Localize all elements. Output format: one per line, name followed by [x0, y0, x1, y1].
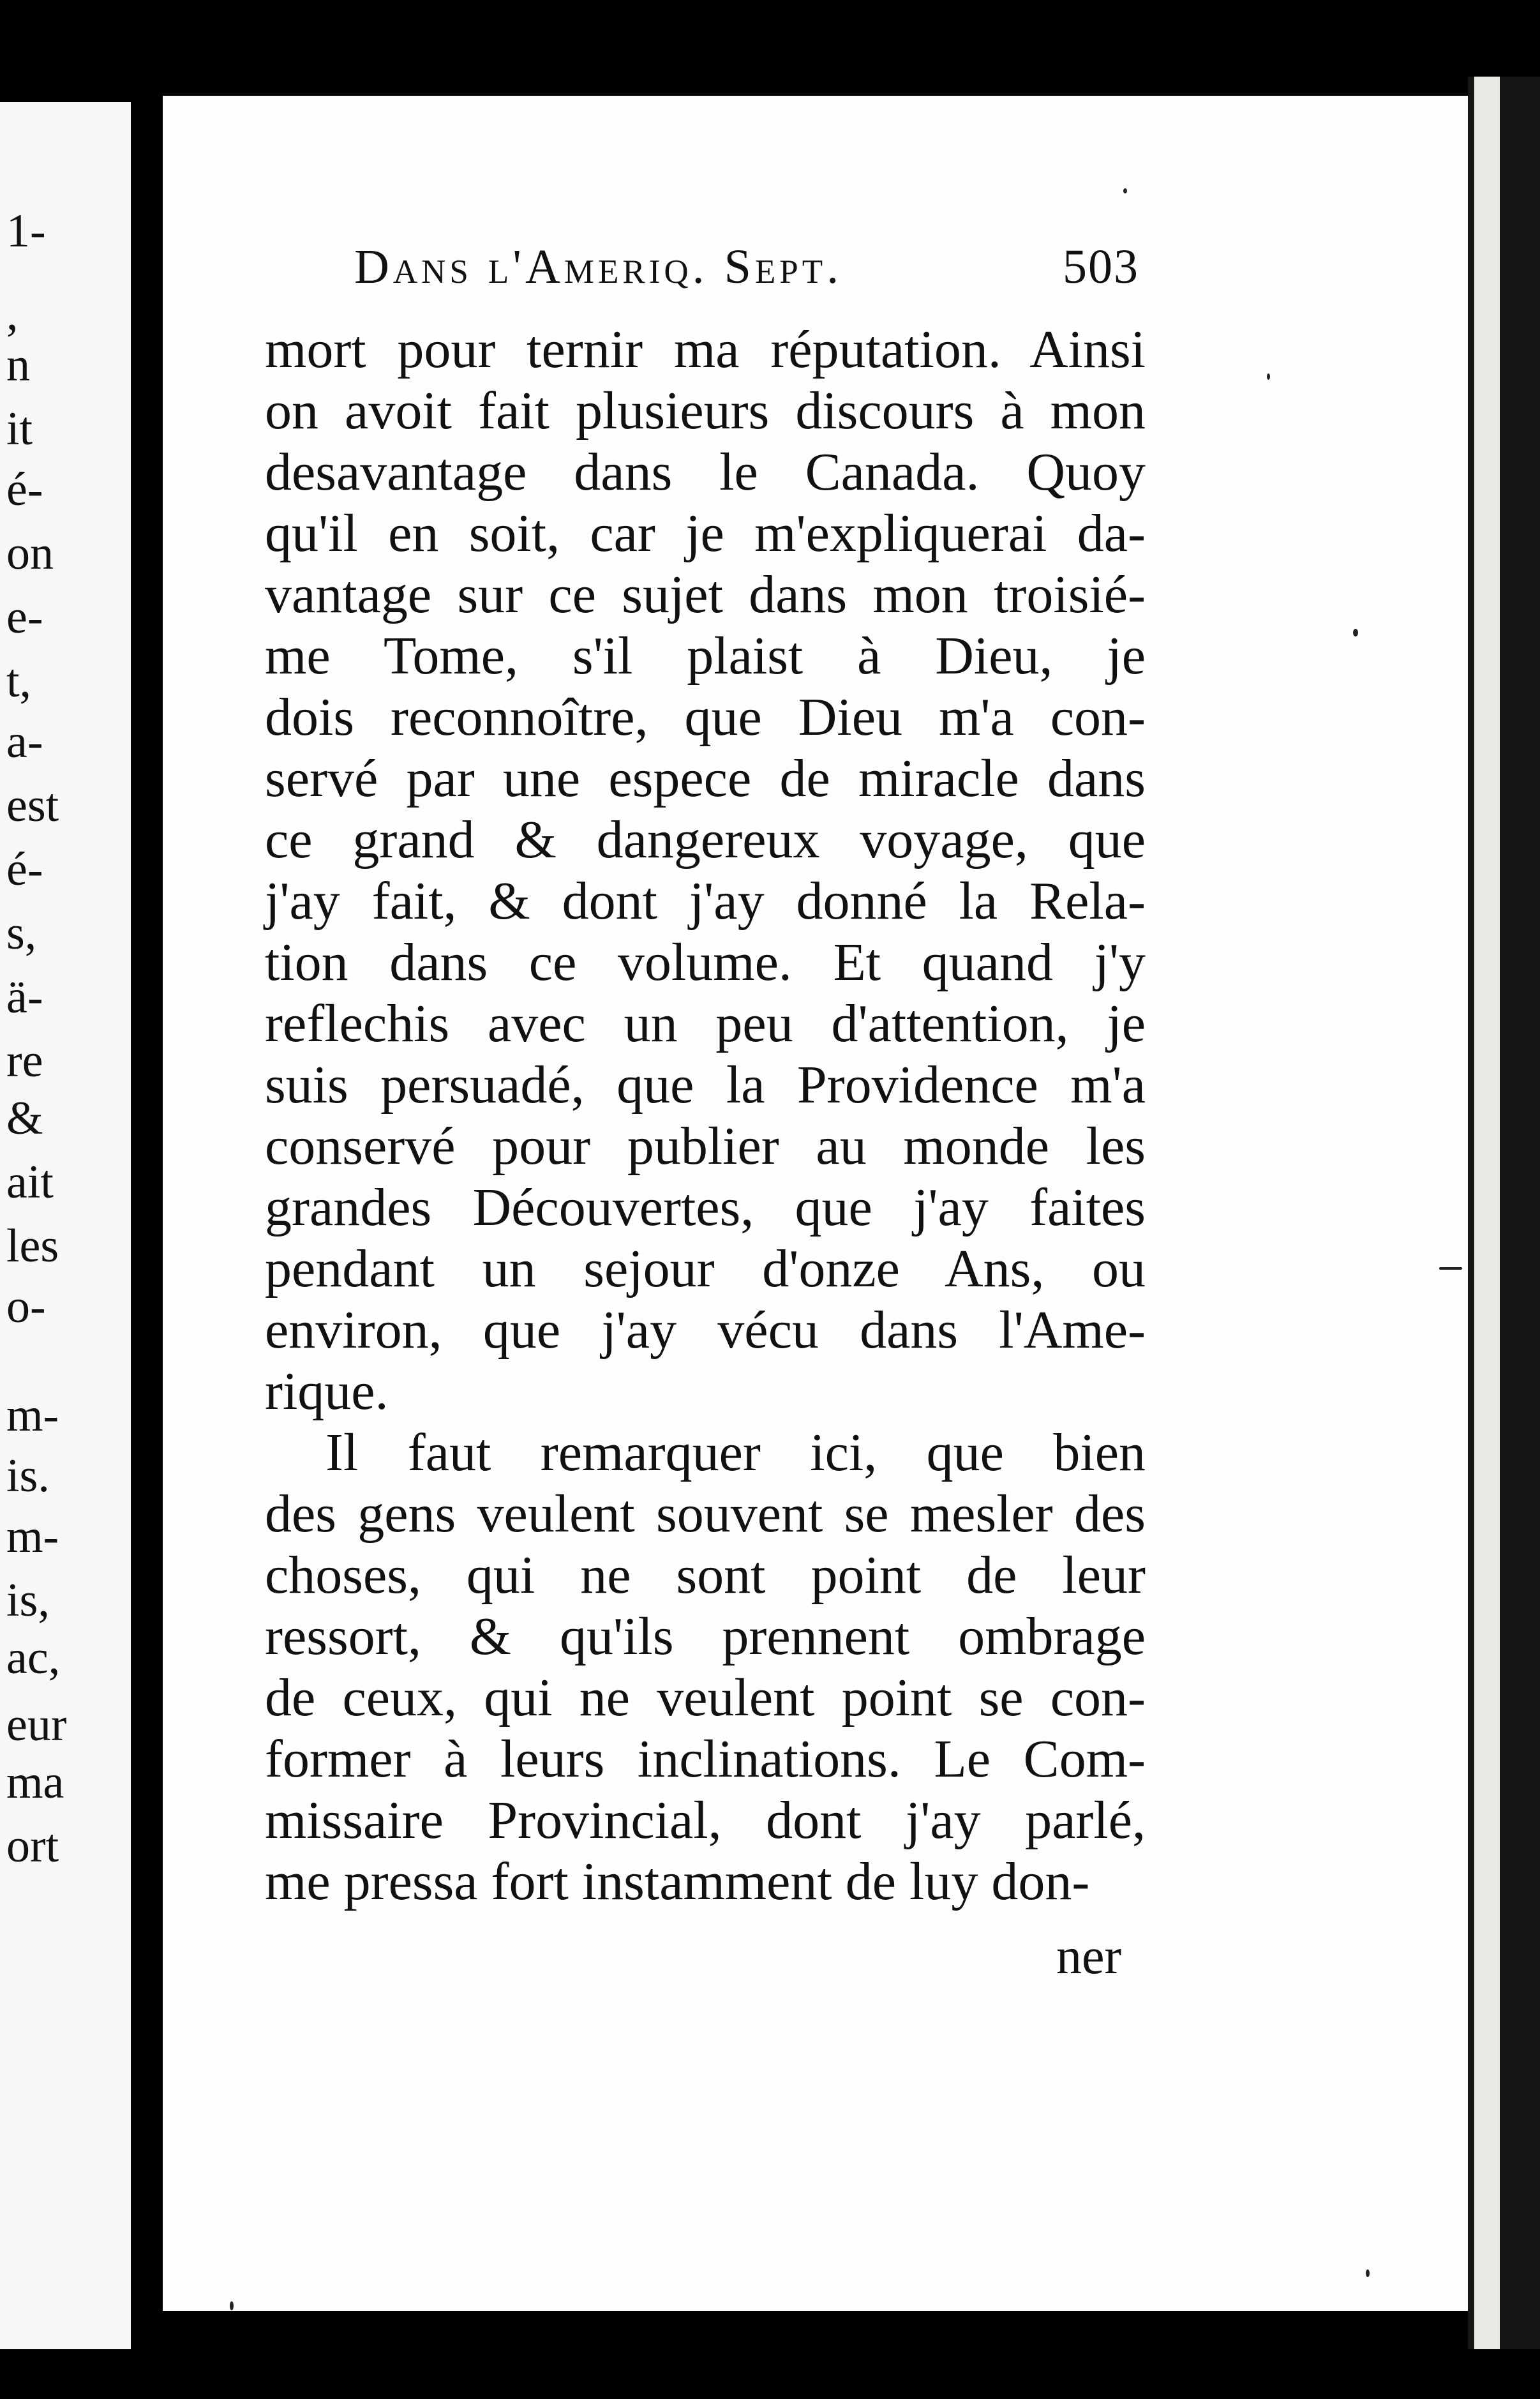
text-line: conservé pour publier au monde les — [265, 1117, 1146, 1176]
scan-speck — [1353, 629, 1358, 636]
prev-page-fragment: a- — [6, 716, 43, 768]
next-leaf-sliver — [1474, 77, 1500, 2349]
text-line: rique. — [265, 1362, 389, 1421]
text-line: choses, qui ne sont point de leur — [265, 1545, 1146, 1605]
prev-page-fragment: ä- — [6, 971, 43, 1023]
text-line: missaire Provincial, dont j'ay parlé, — [265, 1791, 1146, 1850]
prev-page-fragment: on — [6, 527, 54, 580]
text-line: Il faut remarquer ici, que bien — [325, 1423, 1146, 1482]
prev-page-fragment: o- — [6, 1281, 46, 1333]
catchword: ner — [1056, 1929, 1122, 1985]
page-number: 503 — [1063, 240, 1139, 294]
prev-page-fragment: eur — [6, 1699, 67, 1751]
page-right-edge — [1468, 77, 1540, 2349]
scan-speck — [1366, 2269, 1370, 2277]
prev-page-fragment: is, — [6, 1574, 50, 1627]
scan-speck — [230, 2301, 234, 2310]
text-line: on avoit fait plusieurs discours à mon — [265, 381, 1146, 440]
text-line: former à leurs inclinations. Le Com- — [265, 1729, 1146, 1789]
prev-page-fragment: t, — [6, 655, 32, 707]
text-line: reflechis avec un peu d'attention, je — [265, 994, 1146, 1053]
prev-page-fragment: m- — [6, 1389, 59, 1441]
text-line: suis persuadé, que la Providence m'a — [265, 1055, 1146, 1115]
text-line: me Tome, s'il plaist à Dieu, je — [265, 626, 1146, 686]
scan-speck — [1267, 373, 1270, 380]
previous-page-edge — [0, 102, 131, 2349]
scan-speck — [1123, 188, 1127, 193]
prev-page-fragment: it — [6, 403, 33, 455]
prev-page-fragment: é- — [6, 463, 43, 516]
running-head-title: Dans l'Ameriq. Sept. — [354, 240, 843, 294]
text-line: grandes Découvertes, que j'ay faites — [265, 1178, 1146, 1237]
prev-page-fragment: , — [6, 288, 19, 340]
text-line: desavantage dans le Canada. Quoy — [265, 442, 1146, 502]
text-line: de ceux, qui ne veulent point se con- — [265, 1668, 1146, 1727]
running-head — [354, 239, 1139, 316]
text-line: qu'il en soit, car je m'expliquerai da- — [265, 504, 1146, 563]
prev-page-fragment: & — [6, 1092, 43, 1145]
prev-page-fragment: ort — [6, 1820, 59, 1872]
text-line: ce grand & dangereux voyage, que — [265, 810, 1146, 869]
text-line: me pressa fort instamment de luy don- — [265, 1852, 1090, 1911]
prev-page-fragment: les — [6, 1220, 59, 1272]
text-line: des gens veulent souvent se mesler des — [265, 1484, 1146, 1544]
text-line: vantage sur ce sujet dans mon troisié- — [265, 565, 1146, 624]
prev-page-fragment: est — [6, 779, 59, 832]
prev-page-fragment: é- — [6, 843, 43, 896]
prev-page-fragment: ma — [6, 1756, 64, 1809]
prev-page-fragment: re — [6, 1035, 43, 1087]
prev-page-fragment: m- — [6, 1510, 59, 1563]
prev-page-fragment: n — [6, 339, 30, 391]
text-line: ressort, & qu'ils prennent ombrage — [265, 1607, 1146, 1666]
prev-page-fragment: is. — [6, 1450, 50, 1502]
text-line: j'ay fait, & dont j'ay donné la Rela- — [265, 871, 1146, 931]
text-line: tion dans ce volume. Et quand j'y — [265, 933, 1146, 992]
text-line: mort pour ternir ma réputation. Ainsi — [265, 320, 1146, 379]
scan-speck — [1439, 1267, 1462, 1270]
text-line: dois reconnoître, que Dieu m'a con- — [265, 688, 1146, 747]
text-line: pendant un sejour d'onze Ans, ou — [265, 1239, 1146, 1298]
prev-page-fragment: ait — [6, 1156, 54, 1208]
book-gutter — [131, 102, 163, 2349]
prev-page-fragment: e- — [6, 591, 43, 643]
text-line: environ, que j'ay vécu dans l'Ame- — [265, 1300, 1146, 1360]
prev-page-fragment: 1- — [6, 205, 46, 257]
text-line: servé par une espece de miracle dans — [265, 749, 1146, 808]
prev-page-fragment: ac, — [6, 1632, 61, 1684]
prev-page-fragment: s, — [6, 907, 37, 959]
